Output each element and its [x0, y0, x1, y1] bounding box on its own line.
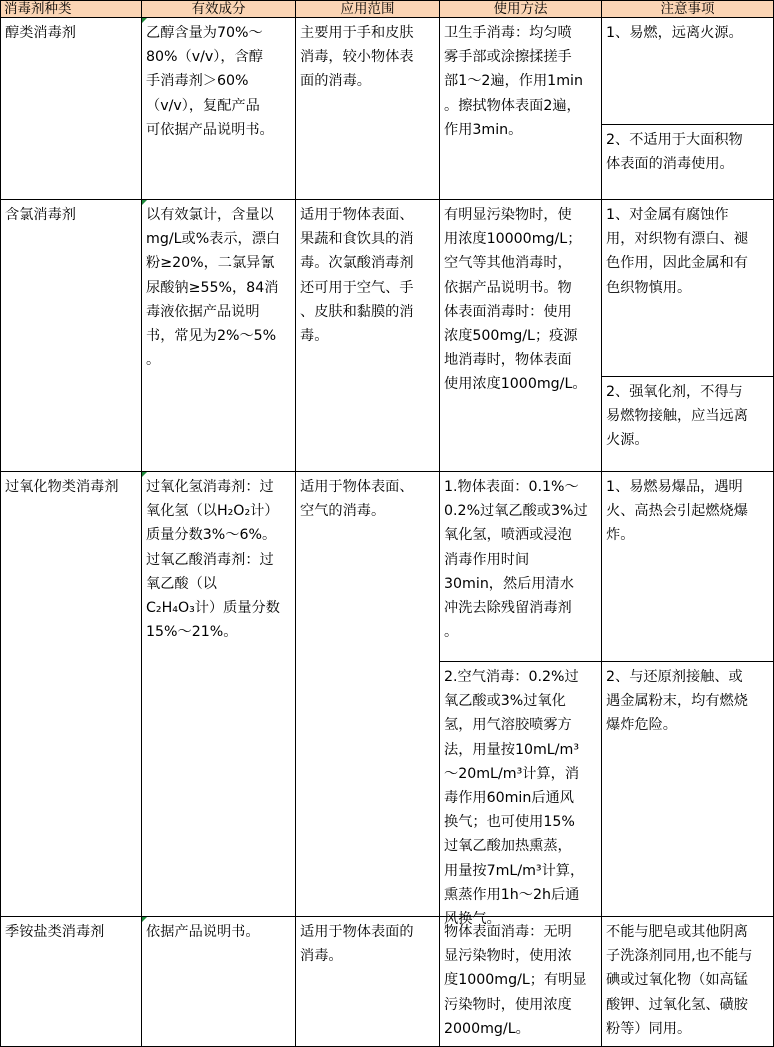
cell-line: 以有效氯计，含量以	[146, 207, 274, 223]
cell-line: 污染物时，使用浓度	[444, 996, 572, 1013]
cell-line: 空气的消毒。	[300, 503, 386, 520]
cell-line: 氧乙酸或3%过氧化	[444, 693, 566, 710]
cell-line: 2、不适用于大面积物	[606, 132, 743, 148]
cell-line: 使用浓度1000mg/L。	[444, 376, 587, 393]
cell-line: 消毒，较小物体表	[300, 49, 414, 66]
cell-line: 。	[146, 352, 161, 369]
cell-line: 、皮肤和黏膜的消	[300, 303, 414, 320]
cell-line: 过氧化氢消毒剂：过	[146, 479, 274, 495]
type-cell	[0, 472, 142, 917]
column-header: 使用方法	[440, 0, 602, 18]
method-cell	[440, 472, 602, 662]
cell-line: 氧乙酸（以	[146, 575, 217, 592]
cell-line: 色作用，因此金属和有	[606, 255, 748, 272]
notes-cell	[602, 200, 774, 377]
cell-line: 空气等其他消毒时，	[444, 255, 572, 272]
cell-line: 尿酸钠≥55%，84消	[146, 279, 279, 296]
cell-line: 1、易燃易爆品，遇明	[606, 479, 743, 495]
cell-line: 2000mg/L。	[444, 1020, 530, 1037]
cell-line: 依据产品说明书。	[146, 924, 260, 940]
cell-line: 1、对金属有腐蚀作	[606, 207, 729, 223]
cell-line: 不能与肥皂或其他阴离	[606, 924, 748, 940]
cell-line: 毒。次氯酸消毒剂	[300, 255, 414, 272]
cell-line: 适用于物体表面、	[300, 207, 414, 223]
cell-line: 适用于物体表面的	[300, 924, 414, 940]
cell-line: 碘或过氧化物（如高锰	[606, 972, 748, 989]
method-cell	[440, 662, 602, 928]
cell-comment-marker	[142, 472, 147, 477]
scope-cell	[296, 200, 440, 472]
ingredient-cell	[142, 18, 296, 200]
cell-line: 。	[444, 624, 459, 641]
cell-line: 爆炸危险。	[606, 717, 677, 734]
cell-line: 体表面的消毒使用。	[606, 156, 734, 173]
scope-cell	[296, 18, 440, 200]
scope-cell	[296, 472, 440, 917]
type-label: 醇类消毒剂	[5, 25, 76, 41]
cell-line: 80%（v/v），含醇	[146, 49, 263, 66]
column-header: 消毒剂种类	[0, 0, 142, 18]
scope-cell	[296, 917, 440, 1047]
cell-line: 30min，然后用清水	[444, 575, 574, 592]
cell-line: 适用于物体表面、	[300, 479, 414, 495]
method-cell	[440, 200, 602, 472]
cell-line: 过氧乙酸加热熏蒸，	[444, 838, 572, 855]
cell-line: 氧化氢，喷洒或浸泡	[444, 527, 572, 544]
notes-cell	[602, 377, 774, 472]
cell-line: mg/L或%表示，漂白	[146, 231, 281, 248]
method-cell	[440, 18, 602, 200]
cell-line: 遇金属粉末，均有燃烧	[606, 693, 748, 710]
cell-line: 炸。	[606, 527, 635, 544]
cell-line: ～20mL/m³计算，消	[444, 765, 580, 782]
cell-line: 过氧乙酸消毒剂：过	[146, 551, 274, 568]
cell-line: 部1～2遍，作用1min	[444, 73, 583, 90]
cell-line: 用量按7mL/m³计算，	[444, 862, 585, 879]
cell-line: 1、易燃，远离火源。	[606, 25, 743, 41]
cell-line: 2、与还原剂接触、或	[606, 669, 743, 685]
cell-line: 火、高热会引起燃烧爆	[606, 503, 748, 520]
cell-line: 体表面消毒时：使用	[444, 303, 572, 320]
cell-line: C₂H₄O₃计）质量分数	[146, 600, 280, 617]
cell-line: 氢，用气溶胶喷雾方	[444, 717, 572, 734]
cell-line: 2.空气消毒：0.2%过	[444, 669, 579, 685]
cell-line: 法，用量按10mL/m³	[444, 741, 580, 758]
cell-line: 风换气。	[444, 911, 501, 928]
cell-line: 酸钾、过氧化氢、磺胺	[606, 996, 748, 1013]
cell-comment-marker	[142, 200, 147, 205]
cell-line: 毒。	[300, 328, 329, 345]
cell-line: 粉≥20%，二氯异氰	[146, 255, 275, 272]
cell-line: 熏蒸作用1h～2h后通	[444, 886, 580, 903]
cell-line: 消毒。	[300, 948, 343, 965]
cell-line: 卫生手消毒：均匀喷	[444, 25, 572, 41]
notes-cell	[602, 662, 774, 917]
type-label: 过氧化物类消毒剂	[5, 479, 119, 495]
cell-line: 有明显污染物时，使	[444, 207, 572, 223]
ingredient-cell	[142, 472, 296, 917]
cell-line: 易燃物接触，应当远离	[606, 408, 748, 425]
cell-line: 用，对织物有漂白、褪	[606, 231, 748, 248]
cell-comment-marker	[142, 18, 147, 23]
type-cell	[0, 917, 142, 1047]
cell-line: 2、强氧化剂，不得与	[606, 384, 743, 400]
cell-line: 书，常见为2%～5%	[146, 328, 277, 345]
cell-line: 。擦拭物体表面2遍，	[444, 97, 581, 114]
cell-line: 消毒作用时间	[444, 551, 530, 568]
cell-line: 用浓度10000mg/L；	[444, 231, 582, 248]
notes-cell	[602, 18, 774, 125]
column-header: 应用范围	[296, 0, 440, 18]
cell-line: 物体表面消毒：无明	[444, 924, 572, 940]
cell-line: 浓度500mg/L；疫源	[444, 328, 578, 345]
notes-cell	[602, 917, 774, 1047]
cell-line: 可依据产品说明书。	[146, 121, 274, 138]
column-header: 注意事项	[602, 0, 774, 18]
cell-line: 地消毒时，物体表面	[444, 352, 572, 369]
cell-line: 氧化氢（以H₂O₂计）	[146, 503, 279, 520]
cell-line: 乙醇含量为70%～	[146, 25, 263, 41]
cell-line: 毒作用60min后通风	[444, 790, 574, 807]
ingredient-cell	[142, 917, 296, 1047]
cell-line: 0.2%过氧乙酸或3%过	[444, 503, 588, 520]
cell-line: 手消毒剂＞60%	[146, 73, 249, 90]
cell-line: 果蔬和食饮具的消	[300, 231, 414, 248]
type-cell	[0, 200, 142, 472]
cell-line: 粉等）同用。	[606, 1020, 692, 1037]
cell-line: 冲洗去除残留消毒剂	[444, 600, 572, 617]
cell-line: 面的消毒。	[300, 73, 371, 90]
method-cell	[440, 917, 602, 1047]
cell-line: 15%～21%。	[146, 624, 238, 641]
cell-comment-marker	[142, 917, 147, 922]
type-cell	[0, 18, 142, 200]
type-label: 含氯消毒剂	[5, 207, 76, 223]
cell-line: 依据产品说明书。物	[444, 279, 572, 296]
cell-line: 还可用于空气、手	[300, 279, 414, 296]
cell-line: 1.物体表面：0.1%～	[444, 479, 579, 495]
type-label: 季铵盐类消毒剂	[5, 924, 105, 940]
cell-line: 换气；也可使用15%	[444, 814, 575, 831]
cell-line: 主要用于手和皮肤	[300, 25, 414, 41]
cell-line: 度1000mg/L；有明显	[444, 972, 587, 989]
ingredient-cell	[142, 200, 296, 472]
cell-line: （v/v），复配产品	[146, 97, 260, 114]
notes-cell	[602, 125, 774, 200]
cell-line: 子洗涤剂同用,也不能与	[606, 948, 753, 965]
cell-line: 毒液依据产品说明	[146, 303, 260, 320]
cell-line: 雾手部或涂擦揉搓手	[444, 49, 572, 66]
cell-line: 显污染物时，使用浓	[444, 948, 572, 965]
cell-line: 火源。	[606, 432, 649, 449]
notes-cell	[602, 472, 774, 662]
column-header: 有效成分	[142, 0, 296, 18]
cell-line: 色织物慎用。	[606, 279, 692, 296]
cell-line: 作用3min。	[444, 121, 523, 138]
cell-line: 质量分数3%～6%。	[146, 527, 277, 544]
